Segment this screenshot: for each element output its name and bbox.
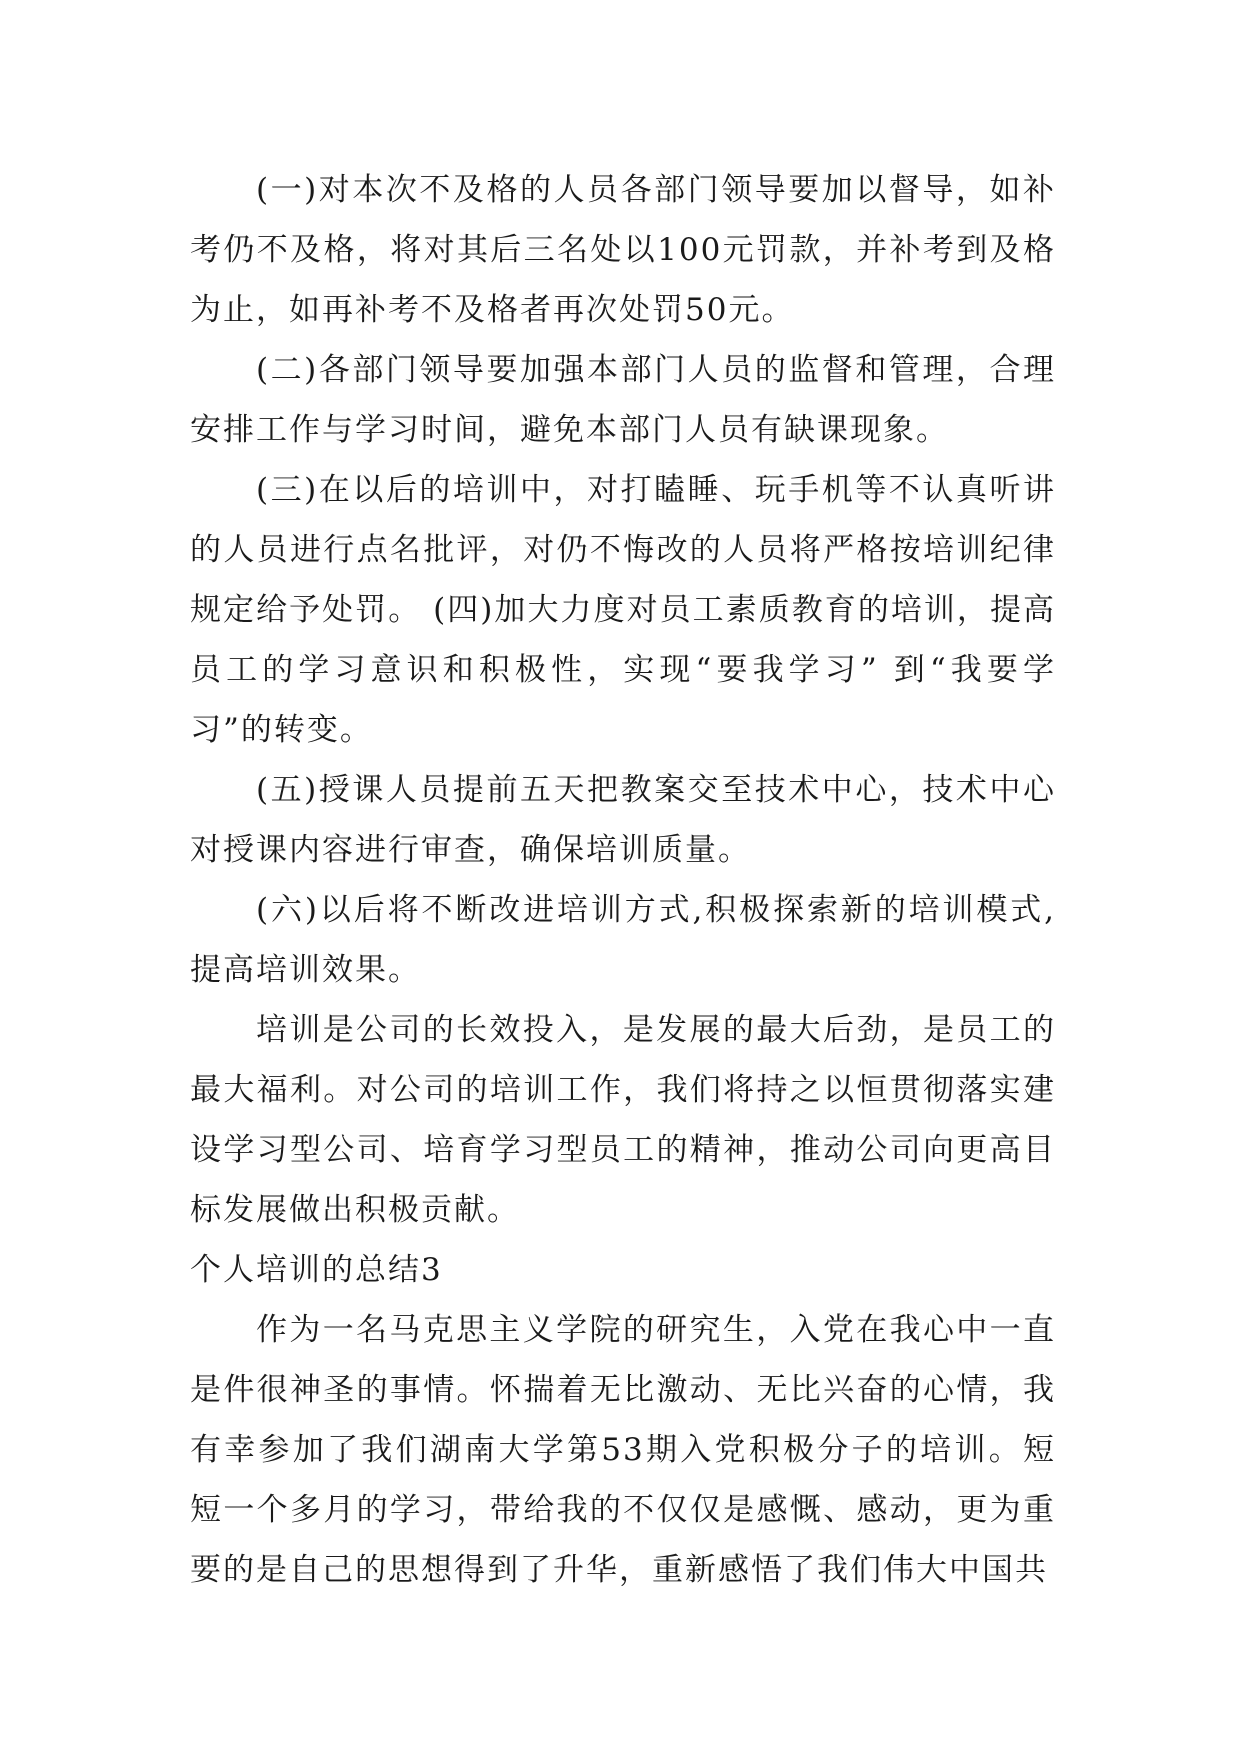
section-heading: 个人培训的总结3 [190, 1252, 443, 1288]
document-page [190, 160, 1056, 1600]
paragraph-remedy-6: (六)以后将不断改进培训方式,积极探索新的培训模式,提高培训效果。 [190, 892, 1056, 988]
paragraph-remedy-5: (五)授课人员提前五天把教案交至技术中心，技术中心对授课内容进行审查，确保培训质量。 [190, 772, 1056, 868]
paragraph-intro: 作为一名马克思主义学院的研究生，入党在我心中一直是件很神圣的事情。怀揣着无比激动、无比兴奋的心情，我有幸参加了我们湖南大学第53期入党积极分子的培训。短短一个多月的学习，带给我的不仅仅是感慨、感动，更为重要的是自己的思想得到了升华，重新感悟了我们伟大中国共 [190, 1312, 1056, 1588]
paragraph-remedy-2: (二)各部门领导要加强本部门人员的监督和管理，合理安排工作与学习时间，避免本部门人员有缺课现象。 [190, 352, 1056, 448]
paragraph-conclusion: 培训是公司的长效投入，是发展的最大后劲，是员工的最大福利。对公司的培训工作，我们将持之以恒贯彻落实建设学习型公司、培育学习型员工的精神，推动公司向更高目标发展做出积极贡献。 [190, 1012, 1056, 1228]
paragraph-remedy-1: (一)对本次不及格的人员各部门领导要加以督导，如补考仍不及格，将对其后三名处以100元罚款，并补考到及格为止，如再补考不及格者再次处罚50元。 [190, 172, 1056, 328]
paragraph-remedy-3-4: (三)在以后的培训中，对打瞌睡、玩手机等不认真听讲的人员进行点名批评，对仍不悔改的人员将严格按培训纪律规定给予处罚。 (四)加大力度对员工素质教育的培训，提高员工的学习意识和积极性，实现“要我学习” 到“我要学习”的转变。 [190, 472, 1056, 748]
